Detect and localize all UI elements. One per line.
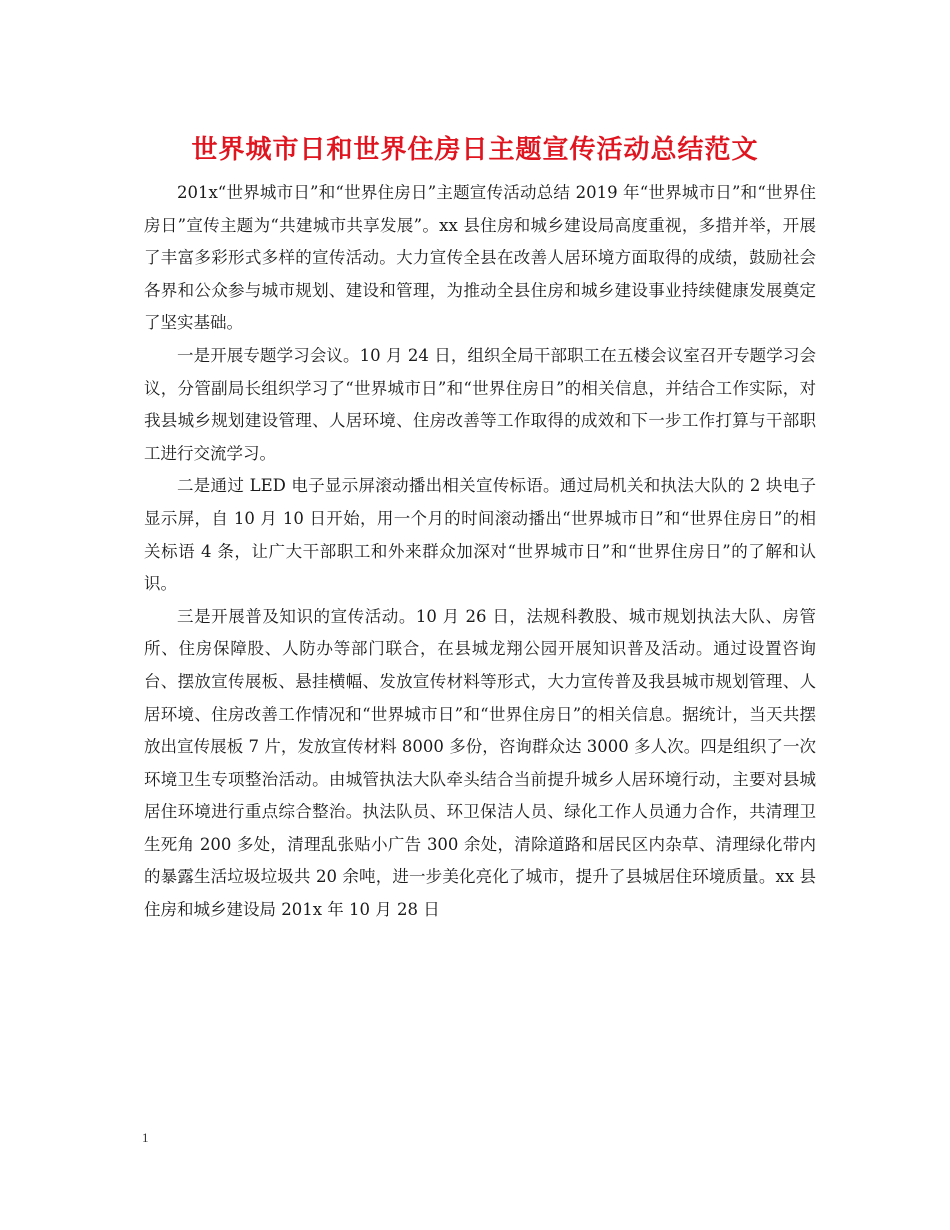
document-title: 世界城市日和世界住房日主题宣传活动总结范文 [191, 135, 759, 165]
paragraph-intro: 201x“世界城市日”和“世界住房日”主题宣传活动总结 2019 年“世界城市日”和“世界住房日”宣传主题为“共建城市共享发展”。xx 县住房和城乡建设局高度重视，多措并举，开展了丰富多彩形式多样的宣传活动。大力宣传全县在改善人居环境方面取得的成绩，鼓励社会各界和公众参与城市规划、建设和管理，为推动全县住房和城乡建设事业持续健康发展奠定了坚实基础。 [144, 183, 816, 333]
document-body [144, 177, 816, 927]
paragraph-knowledge-campaign: 三是开展普及知识的宣传活动。10 月 26 日，法规科教股、城市规划执法大队、房管所、住房保障股、人防办等部门联合，在县城龙翔公园开展知识普及活动。通过设置咨询台、摆放宣传展板、悬挂横幅、发放宣传材料等形式，大力宣传普及我县城市规划管理、人居环境、住房改善工作情况和“世界城市日”和“世界住房日”的相关信息。据统计，当天共摆放出宣传展板 7 片，发放宣传材料 8000 多份，咨询群众达 3000 多人次。四是组织了一次环境卫生专项整治活动。由城管执法大队牵头结合当前提升城乡人居环境行动，主要对县城居住环境进行重点综合整治。执法队员、环卫保洁人员、绿化工作人员通力合作，共清理卫生死角 200 多处，清理乱张贴小广告 300 余处，清除道路和居民区内杂草、清理绿化带内的暴露生活垃圾垃圾共 20 余吨，进一步美化亮化了城市，提升了县城居住环境质量。xx 县住房和城乡建设局 201x 年 10 月 28 日 [144, 606, 816, 920]
page-number: 1 [142, 1130, 149, 1145]
paragraph-study-meeting: 一是开展专题学习会议。10 月 24 日，组织全局干部职工在五楼会议室召开专题学习会议，分管副局长组织学习了“世界城市日”和“世界住房日”的相关信息，并结合工作实际，对我县城乡规划建设管理、人居环境、住房改善等工作取得的成效和下一步工作打算与干部职工进行交流学习。 [144, 345, 816, 463]
paragraph-led-slogans: 二是通过 LED 电子显示屏滚动播出相关宣传标语。通过局机关和执法大队的 2 块电子显示屏，自 10 月 10 日开始，用一个月的时间滚动播出“世界城市日”和“世界住房日”的相关标语 4 条，让广大干部职工和外来群众加深对“世界城市日”和“世界住房日”的了解和认识。 [144, 476, 816, 594]
